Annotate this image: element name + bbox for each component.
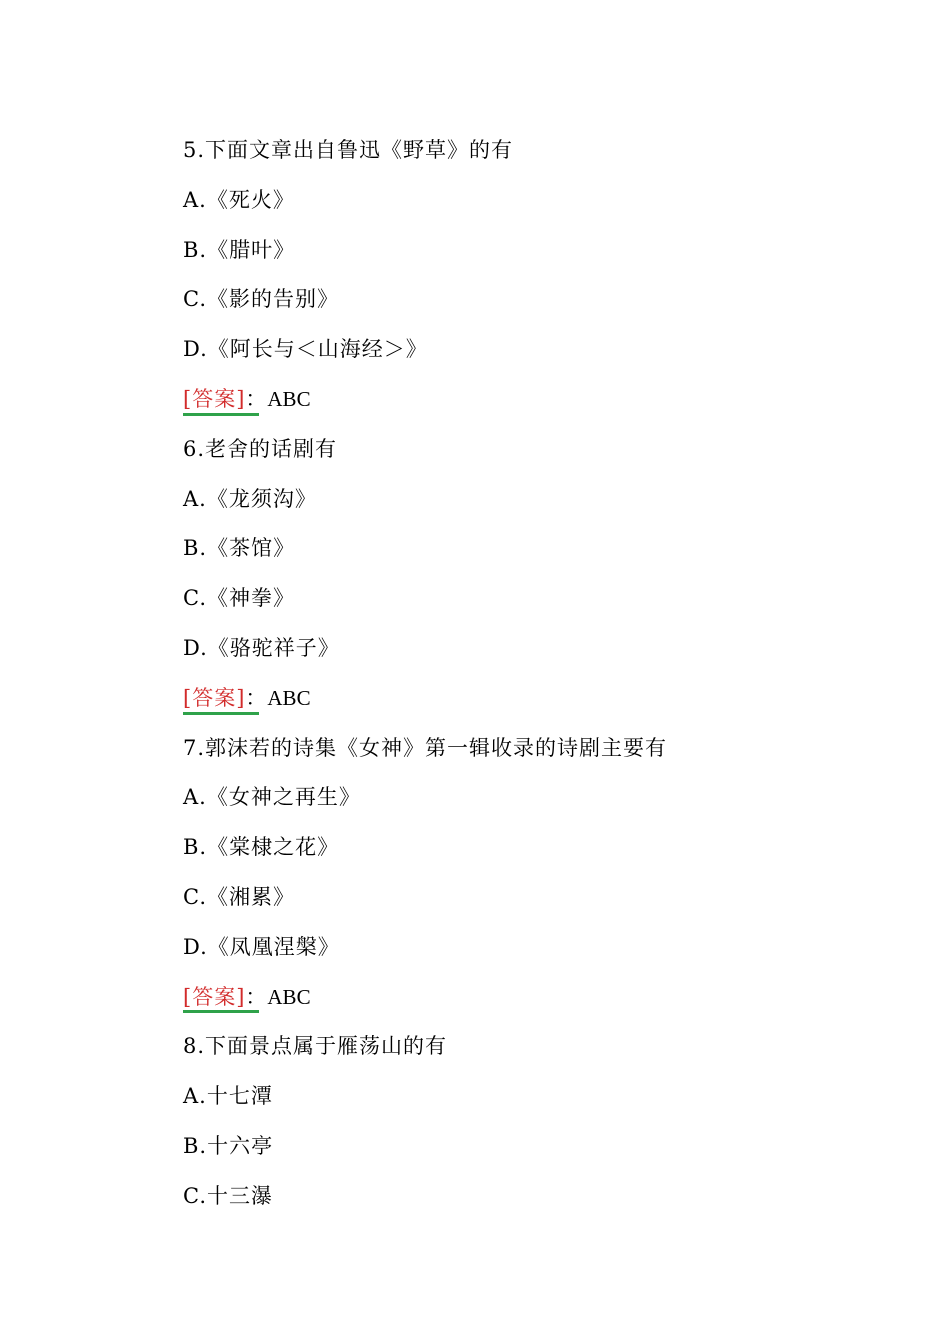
answer-line <box>183 973 883 1023</box>
question-stem: 5.下面文章出自鲁迅《野草》的有 <box>183 138 514 162</box>
option: C.十三瀑 <box>183 1183 273 1208</box>
option: B.《腊叶》 <box>183 237 296 262</box>
option: C.《神拳》 <box>183 586 295 611</box>
option: B.《茶馆》 <box>183 536 296 561</box>
option: A.《女神之再生》 <box>183 785 361 810</box>
option: D.《阿长与＜山海经＞》 <box>183 337 428 362</box>
option: A.十七潭 <box>183 1084 273 1109</box>
answer-separator: ： <box>245 685 268 710</box>
answer-value: ABC <box>267 984 311 1009</box>
option: C.《湘累》 <box>183 884 295 909</box>
answer-separator: ： <box>245 386 268 411</box>
option: D.《骆驼祥子》 <box>183 635 340 660</box>
option: C.《影的告别》 <box>183 287 339 312</box>
answer-value: ABC <box>267 386 311 411</box>
document-page <box>183 126 883 1222</box>
option: A.《死火》 <box>183 187 295 212</box>
answer-line <box>183 674 883 724</box>
answer-label: [答案] <box>183 674 245 724</box>
option: B.《棠棣之花》 <box>183 835 340 860</box>
answer-label: [答案] <box>183 375 245 425</box>
answer-separator: ： <box>245 984 268 1009</box>
answer-line <box>183 375 883 425</box>
question-stem: 7.郭沫若的诗集《女神》第一辑收录的诗剧主要有 <box>183 735 668 760</box>
answer-label: [答案] <box>183 973 245 1023</box>
question-stem: 8.下面景点属于雁荡山的有 <box>183 1034 448 1059</box>
answer-value: ABC <box>267 685 311 710</box>
question-stem: 6.老舍的话剧有 <box>183 436 338 461</box>
option: A.《龙须沟》 <box>183 486 317 511</box>
option: D.《凤凰涅槃》 <box>183 934 340 959</box>
option: B.十六亭 <box>183 1133 274 1158</box>
